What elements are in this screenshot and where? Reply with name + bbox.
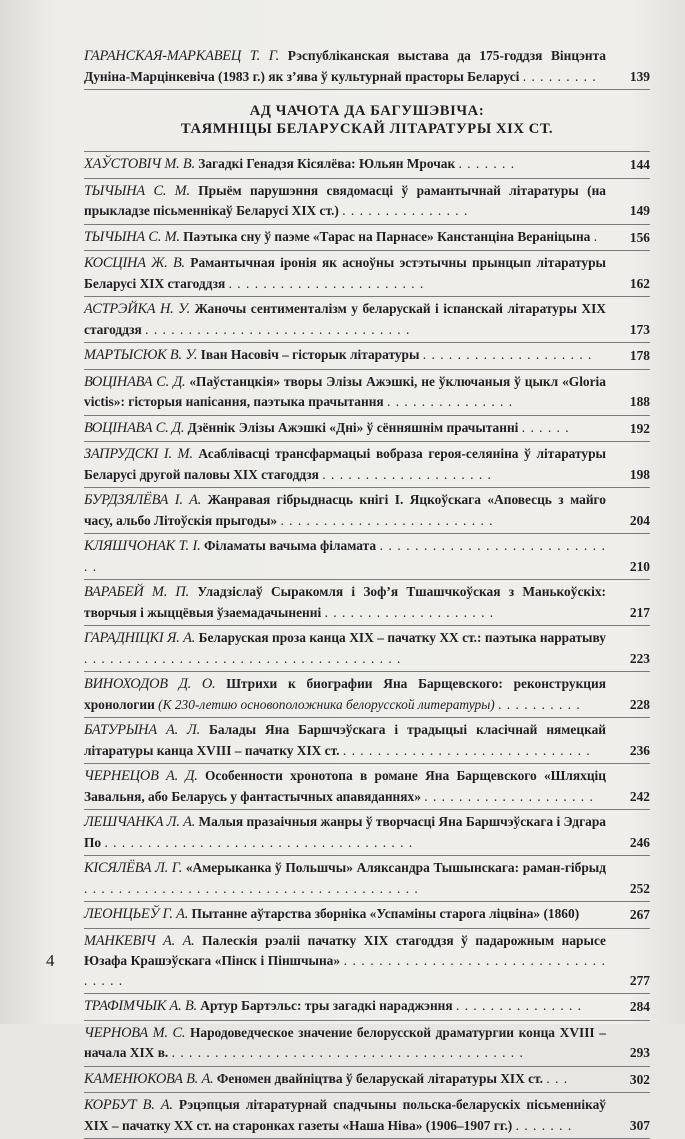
entry-page-number: 192 <box>629 420 650 436</box>
entry-title: Балады Яна Баршчэўскага і традыцыі класічнай нямецкай літаратуры канца XVIII – пачатку XIX ст. <box>84 722 606 758</box>
entry-page-number: 198 <box>629 466 650 482</box>
entry-title: Беларуская проза канца XIX – пачатку XX ст.: паэтыка нарратыву <box>198 630 606 645</box>
entry-author: КОСЦІНА Ж. В. <box>84 255 185 271</box>
entry-title: Жаночы сентименталізм у беларускай і іспанскай літаратуры XIX стагоддзя <box>84 301 606 337</box>
section-heading-line-2: ТАЯМНІЦЫ БЕЛАРУСКАЙ ЛІТАРАТУРЫ XIX СТ. <box>180 121 554 137</box>
entry-author: ТЫЧЫНА С. М. <box>84 182 190 199</box>
entry-title: Народоведческое значение белорусской драматургии конца XVIII – начала XIX в. <box>84 1024 606 1060</box>
dot-leader: . . . . . . . . . . . . . . . . . . . . . . . . . . . . . . . . . . . . . . . . . <box>171 1045 524 1060</box>
entry-author: ЛЕОНЦЬЕЎ Г. А. <box>84 906 189 922</box>
section-heading <box>84 90 650 152</box>
entry-author: ГАРАДНІЦКІ Я. А. <box>84 630 196 646</box>
entry-page-number: 252 <box>629 880 650 896</box>
entry-page-number: 217 <box>629 604 650 620</box>
entry-author: ВОЦІНАВА С. Д. <box>84 373 186 390</box>
dot-leader: . . . . . . <box>521 419 570 435</box>
entry-title: Рамантычная іронія як асноўны эстэтычны прынцып літаратуры Беларусі XIX стагоддзя <box>84 255 606 291</box>
dot-leader: . . . . . . . <box>515 1117 573 1133</box>
entry-author: КЛЯШЧОНАК Т. І. <box>84 538 201 554</box>
dot-leader: . . . . . . . . . . . . . . . . . . . . . . . <box>228 275 425 291</box>
entry-author: ГАРАНСКАЯ-МАРКАВЕЦ Т. Г. <box>84 48 280 64</box>
entry-page-number: 277 <box>629 972 650 988</box>
entry-page-number: 302 <box>629 1071 650 1087</box>
entry-author: МАНКЕВІЧ А. А. <box>84 932 195 949</box>
toc-entry[interactable] <box>84 534 650 580</box>
dot-leader: . . . . . . . . . . . . . . . . . . . . . . . . . . . . . <box>342 742 591 758</box>
entry-author: ВОЦІНАВА С. Д. <box>84 419 185 436</box>
toc-entry[interactable] <box>84 179 650 225</box>
entry-title: Паэтыка сну ў паэме «Тарас на Парнасе» Канстанціна Вераніцына <box>183 228 591 244</box>
entry-page-number: 188 <box>629 394 650 409</box>
toc-entry[interactable] <box>84 1067 650 1094</box>
entry-title: Прыём парушэння свядомасці ў рамантычнай літаратуры (на прыкладзе пісьменнікаў Беларусі XIX ст.) <box>84 182 606 218</box>
entry-page-number: 210 <box>629 558 650 574</box>
page-folio: 4 <box>46 951 55 970</box>
entry-title: Феномен двайніцтва ў беларускай літаратуры XIX ст. <box>216 1070 544 1086</box>
dot-leader: . . . . . . . . . . . . . . . . . . . . <box>424 788 594 804</box>
entry-author: АСТРЭЙКА Н. У. <box>84 301 191 317</box>
toc-entry[interactable] <box>84 764 650 810</box>
toc-entry[interactable] <box>84 1021 650 1067</box>
entry-author: БУРДЗЯЛЁВА І. А. <box>84 492 202 508</box>
entry-page-number: 246 <box>629 834 650 850</box>
toc-entry[interactable] <box>84 370 650 416</box>
toc-entry[interactable] <box>84 626 650 672</box>
toc-entry[interactable] <box>84 672 650 718</box>
entry-title: «Паўстанцкія» творы Элізы Ажэшкі, не ўключаныя ў цыкл «Gloria victis»: гісторыя напісання, паэтыка прачытання <box>84 373 606 409</box>
dot-leader: . . . . . . . . . . <box>498 696 581 712</box>
entry-title: Палескія рэаліі пачатку XIX стагоддзя ў падарожным нарысе Юзафа Крашэўскага «Пінск і Піншчына» <box>84 932 606 968</box>
toc-entry[interactable] <box>84 297 650 343</box>
dot-leader: . . . . . . . . . . . . . . . . . . . . . . . . . <box>280 512 494 528</box>
toc-entry[interactable] <box>84 929 650 995</box>
entry-author: ЧЕРНОВА М. С. <box>84 1024 186 1041</box>
entry-title: Філаматы вачыма філамата <box>204 538 377 553</box>
toc-entry[interactable] <box>84 902 650 929</box>
entry-page-number: 156 <box>629 229 650 245</box>
entry-author: КІСЯЛЁВА Л. Г. <box>84 860 183 876</box>
entry-author: БАТУРЫНА А. Л. <box>84 722 200 738</box>
toc-entry[interactable] <box>84 416 650 443</box>
entry-page-number: 228 <box>629 696 650 712</box>
entry-author: КОРБУТ В. А. <box>84 1097 173 1113</box>
dot-leader: . . . . . . . . . . . . . . . . . . . . . . . . . . . . . . . . . . . . . <box>84 650 402 666</box>
entry-page-number: 223 <box>629 650 650 666</box>
entry-author: КАМЕНЮКОВА В. А. <box>84 1070 214 1087</box>
dot-leader: . . . . . . . . . . . . . . . . . . . . <box>322 466 492 482</box>
entry-page-number: 284 <box>629 999 650 1014</box>
entry-author: ЧЕРНЕЦОВ А. Д. <box>84 768 198 784</box>
toc-entry[interactable] <box>84 1093 650 1139</box>
dot-leader: . . . . . . . . . . . . . . . <box>387 394 514 409</box>
entry-title: Рэспубліканская выстава да 175-годдзя Вінцэнта Дуніна-Марцінкевіча (1983 г.) як з’ява ў культурнай прасторы Беларусі <box>84 48 607 84</box>
toc-entry[interactable] <box>84 580 650 626</box>
entry-title: Штрихи к биографии Яна Барщевского: реконструкция хронологии <box>84 676 606 712</box>
toc-entry[interactable] <box>84 225 650 252</box>
toc-entry[interactable] <box>84 44 650 90</box>
entry-author: ТРАФІМЧЫК А. В. <box>84 998 197 1014</box>
toc-entry[interactable] <box>84 343 650 370</box>
entry-note: (К 230-летию основоположника белорусской литературы) <box>158 696 495 712</box>
entry-author: ВИНОХОДОВ Д. О. <box>84 676 216 692</box>
entry-title: Іван Насовіч – гісторык літаратуры <box>200 347 420 362</box>
dot-leader: . . . <box>546 1070 569 1086</box>
section-heading-line-1: АД ЧАЧОТА ДА БАГУШЭВІЧА: <box>249 103 485 119</box>
dot-leader: . . . . . . . . . . . . . . . . . . . . . . . . . . . . <box>84 538 606 574</box>
entry-author: ЗАПРУДСКІ І. М. <box>84 446 193 462</box>
entry-page-number: 204 <box>629 512 650 528</box>
entry-title: Особенности хронотопа в романе Яна Барщевского «Шляхціц Завальня, або Беларусь у фантастычных апавяданнях» <box>84 768 606 804</box>
entry-page-number: 293 <box>629 1045 650 1060</box>
entry-page-number: 149 <box>629 203 650 218</box>
entry-title: «Амерыканка ў Польшчы» Аляксандра Тышынскага: раман-гібрыд <box>185 860 606 875</box>
entry-page-number: 173 <box>629 321 650 337</box>
entry-title: Уладзіслаў Сыракомля і Зоф’я Тшашчкоўская з Манькоўскіх: творчыя і жыццёвыя ўзаемадачыненні <box>84 584 606 620</box>
dot-leader: . <box>593 228 599 244</box>
entry-title: Пытанне аўтарства зборніка «Успаміны старога ліцвіна» (1860) <box>191 906 580 921</box>
dot-leader: . . . . . . . . . . . . . . . . . . . . <box>324 604 495 620</box>
entry-page-number: 178 <box>629 348 650 363</box>
entry-author: МАРТЫСЮК В. У. <box>84 347 198 363</box>
dot-leader: . . . . . . . . . . . . . . . . . . . . . . . . . . . . . . . <box>145 321 411 337</box>
entry-page-number: 139 <box>629 68 650 84</box>
dot-leader: . . . . . . . . . . . . . . . . . . . . <box>422 347 593 362</box>
entry-page-number: 236 <box>629 742 650 758</box>
entry-title: Артур Бартэльс: тры загадкі нараджэння <box>200 998 453 1013</box>
dot-leader: . . . . . . . . . . . . . . . . . . . . . . . . . . . . . . . . . . . <box>84 953 607 988</box>
toc-entry[interactable] <box>84 442 650 488</box>
entry-author: ТЫЧЫНА С. М. <box>84 228 180 245</box>
toc-entry[interactable] <box>84 251 650 297</box>
table-of-contents <box>84 44 650 1139</box>
toc-entry[interactable] <box>84 718 650 764</box>
entry-title: Загадкі Генадзя Кісялёва: Юльян Мрочак <box>198 156 456 171</box>
entry-author: ХАЎСТОВІЧ М. В. <box>84 156 195 172</box>
entry-page-number: 162 <box>629 275 650 291</box>
dot-leader: . . . . . . . . . . . . . . . . . . . . . . . . . . . . . . . . . . . . . . . <box>84 880 419 896</box>
toc-entry[interactable] <box>84 856 650 902</box>
dot-leader: . . . . . . . . . . . . . . . <box>342 203 469 218</box>
toc-entry[interactable] <box>84 488 650 534</box>
toc-entry[interactable] <box>84 152 650 179</box>
entry-page-number: 144 <box>629 157 650 172</box>
entry-title: Жанравая гібрыднасць кнігі І. Яцкоўскага «Аповесць з майго часу, альбо Літоўскія прыгоды» <box>84 492 606 528</box>
dot-leader: . . . . . . . . . . . . . . . <box>456 998 583 1013</box>
dot-leader: . . . . . . . <box>458 156 516 171</box>
entry-title: Асаблівасці трансфармацыі вобраза героя-селяніна ў літаратуры Беларусі другой паловы XIX стагоддзя <box>84 446 606 482</box>
entry-title: Малыя празаічныя жанры ў творчасці Яна Баршчэўскага і Эдгара По <box>84 814 606 850</box>
entry-page-number: 242 <box>629 788 650 804</box>
dot-leader: . . . . . . . . . . . . . . . . . . . . . . . . . . . . . . . . . . . . <box>104 834 414 850</box>
toc-entry[interactable] <box>84 810 650 856</box>
entry-title: Рэцэпцыя літаратурнай спадчыны польска-беларускіх пісьменнікаў XIX – пачатку XX ст. на старонках газеты «Наша Ніва» (1906–1907 гг.) <box>84 1097 606 1133</box>
entry-author: ЛЕШЧАНКА Л. А. <box>84 814 196 830</box>
toc-entry[interactable] <box>84 994 650 1021</box>
entry-page-number: 267 <box>629 907 650 922</box>
entry-title: Дзённік Элізы Ажэшкі «Дні» ў сённяшнім прачытанні <box>187 419 519 435</box>
dot-leader: . . . . . . . . . <box>522 68 597 84</box>
entry-page-number: 307 <box>629 1117 650 1133</box>
entry-author: ВАРАБЕЙ М. П. <box>84 584 190 600</box>
